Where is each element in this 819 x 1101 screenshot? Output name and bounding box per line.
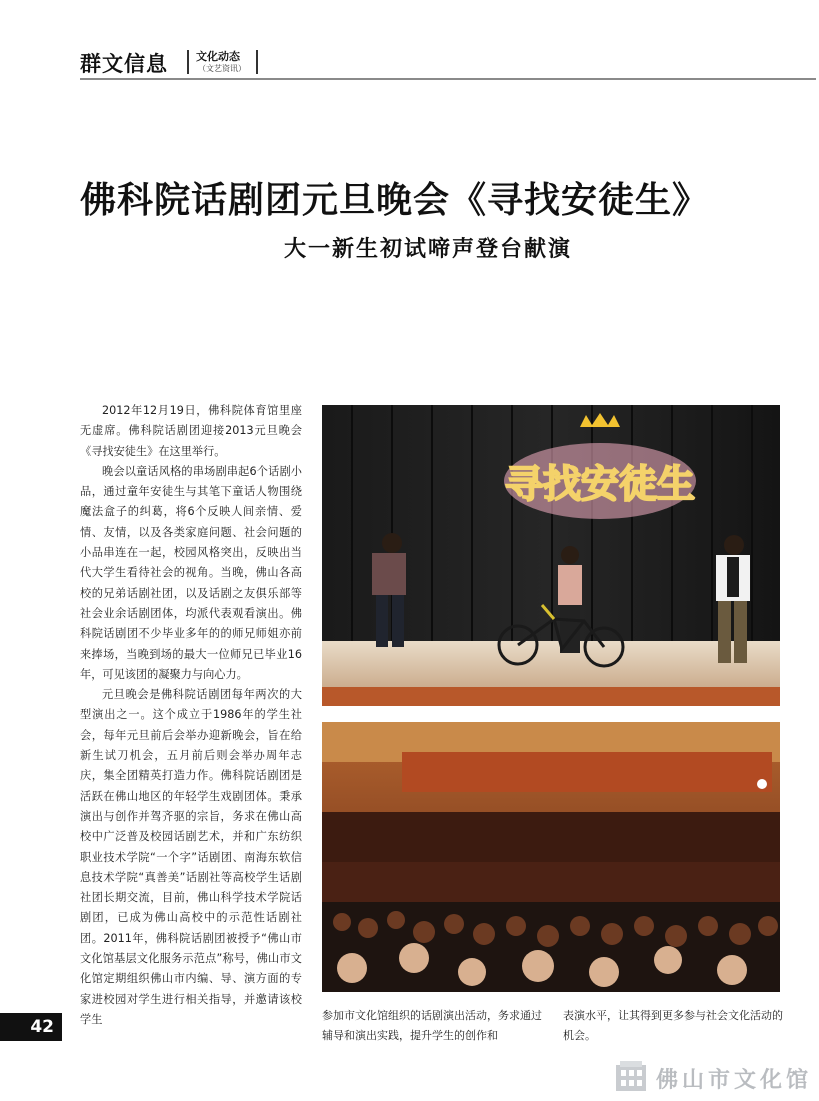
body-paragraph: 元旦晚会是佛科院话剧团每年两次的大型演出之一。这个成立于1986年的学生社会，每年元旦前后会举办迎新晚会，旨在给新生试刀机会，五月前后则会举办周年志庆，集全团精英打造力作。佛科院话剧团是活跃在佛山地区的年轻学生戏剧团体。秉承演出与创作并驾齐驱的宗旨，务求在佛山高校中广泛普及校园话剧艺术，并和广东纺织职业技术学院“一个字”话剧团、南海东软信息技术学院“真善美”话剧社等高校学生话剧社团长期交流，目前，佛山科学技术学院话剧团，已成为佛山高校中的示范性话剧社团。2011年，佛科院话剧团被授予“佛山市文化馆基层文化服务示范点”称号，佛山市文化馆定期组织佛山市内编、导、演方面的专家进校园对学生进行相关指导，并邀请该校学生: [80, 688, 302, 1026]
body-paragraph: 2012年12月19日，佛科院体育馆里座无虚席。佛科院话剧团迎接2013元旦晚会《寻找安徒生》在这里举行。: [80, 404, 302, 458]
watermark-text: 佛山市文化馆: [656, 1068, 813, 1093]
section-subtitle: 文化动态: [196, 50, 240, 63]
article-title: 佛科院话剧团元旦晚会《寻找安徒生》: [80, 180, 710, 221]
watermark: [612, 1057, 812, 1095]
stage-performance-photo: [322, 405, 780, 706]
caption-right: 表演水平，让其得到更多参与社会文化活动的机会。: [563, 1009, 783, 1042]
audience-photo: [322, 722, 780, 992]
building-icon: [612, 1057, 652, 1093]
body-paragraph: 晚会以童话风格的串场剧串起6个话剧小品，通过童年安徒生与其笔下童话人物围绕魔法盒子的纠葛，将6个反映人间亲情、爱情、友情，以及各类家庭问题、社会问题的小品串连在一起，校园风格突出，反映出当代大学生看待社会的视角。当晚，佛山各高校的兄弟话剧社团，以及话剧之友俱乐部等社会业余话剧团体，均派代表观看演出。佛科院话剧团不少毕业多年的的师兄师姐亦前来捧场，当晚到场的最大一位师兄已毕业16年，可见该团的凝聚力与向心力。: [80, 464, 302, 681]
header-divider: [256, 50, 258, 74]
page-number: 42: [0, 1013, 62, 1041]
article-subtitle: 大一新生初试啼声登台献演: [284, 237, 573, 262]
section-subtitle-note: （文艺资讯）: [198, 64, 246, 73]
caption-left: 参加市文化馆组织的话剧演出活动，务求通过辅导和演出实践，提升学生的创作和: [322, 1009, 542, 1042]
section-header: [80, 44, 816, 80]
article-body: [80, 401, 302, 1030]
header-divider: [187, 50, 189, 74]
section-title: 群文信息: [80, 52, 168, 76]
stage-sign: 寻找安徒生: [504, 462, 696, 506]
